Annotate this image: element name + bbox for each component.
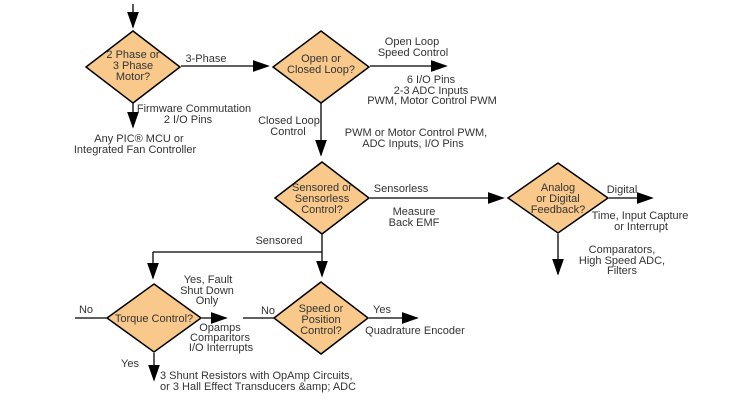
label-quadrature-encoder: Quadrature Encoder [365, 325, 465, 337]
label-measure-back-emf: Back EMF [388, 217, 440, 229]
label-sensored: Sensored [255, 235, 303, 247]
node-feedback-label: or Digital [536, 193, 580, 205]
label-closed-loop-resources: PWM or Motor Control PWM, [344, 127, 488, 139]
node-speed-label: Speed or [298, 303, 344, 315]
node-loop-label: Closed Loop? [287, 64, 355, 76]
label-torque-no: No [78, 304, 94, 316]
node-sensor-label: Sensored or [292, 182, 352, 194]
label-sensorless: Sensorless [373, 183, 429, 195]
label-digital-resources: Time, Input Capture [591, 210, 689, 222]
label-open-loop-resources: 6 I/O Pins [406, 74, 456, 86]
label-torque-yes: Yes [121, 358, 139, 370]
node-motor-phase-label: 2 Phase or [106, 49, 160, 61]
node-sensor-label: Sensorless [294, 193, 350, 205]
label-torque-resources: Comparitors [190, 332, 250, 344]
label-open-loop: Open Loop [384, 36, 440, 48]
label-closed-loop: Closed Loop [258, 115, 320, 127]
label-analog-resources: Filters [607, 265, 637, 277]
node-labels [106, 49, 585, 337]
label-torque-fault: Yes, Fault [183, 274, 233, 286]
label-firmware-commutation: 2 I/O Pins [163, 114, 213, 126]
label-shunt-resistors: 3 Shunt Resistors with OpAmp Circuits, [160, 370, 353, 382]
label-speed-no: No [260, 305, 276, 317]
label-torque-fault: Shut Down [180, 285, 234, 297]
label-analog-resources: High Speed ADC, [578, 255, 666, 267]
label-open-loop-resources: 2-3 ADC Inputs [393, 85, 469, 97]
label-analog-resources: Comparators, [588, 244, 656, 256]
node-feedback-label: Analog [540, 182, 576, 194]
label-speed-yes: Yes [373, 304, 391, 316]
label-open-loop-resources: PWM, Motor Control PWM [367, 95, 497, 107]
label-torque-fault: Only [195, 295, 219, 307]
node-loop-label: Open or [301, 53, 341, 65]
label-any-pic-mcu: Integrated Fan Controller [73, 144, 197, 156]
label-any-pic-mcu: Any PIC® MCU or [94, 133, 184, 145]
label-open-loop: Speed Control [377, 47, 449, 59]
node-sensor-label: Control? [301, 204, 343, 216]
label-firmware-commutation: Firmware Commutation [136, 103, 252, 115]
label-digital: Digital [606, 184, 638, 196]
label-measure-back-emf: Measure [392, 206, 436, 218]
label-torque-resources: I/O Interrupts [188, 342, 254, 354]
node-motor-phase-label: Motor? [115, 71, 151, 83]
label-shunt-resistors: or 3 Hall Effect Transducers &amp; ADC [160, 381, 357, 393]
label-closed-loop-resources: ADC Inputs, I/O Pins [362, 138, 464, 150]
node-feedback-label: Feedback? [530, 204, 586, 216]
label-3phase: 3-Phase [185, 53, 227, 65]
label-torque-resources: Opamps [199, 322, 241, 334]
node-motor-phase-label: 3 Phase [112, 60, 154, 72]
node-torque-label: Torque Control? [114, 313, 194, 325]
label-digital-resources: or Interrupt [614, 221, 668, 233]
label-closed-loop: Control [270, 126, 306, 138]
node-speed-label: Position [301, 314, 341, 326]
node-speed-label: Control? [300, 325, 342, 337]
